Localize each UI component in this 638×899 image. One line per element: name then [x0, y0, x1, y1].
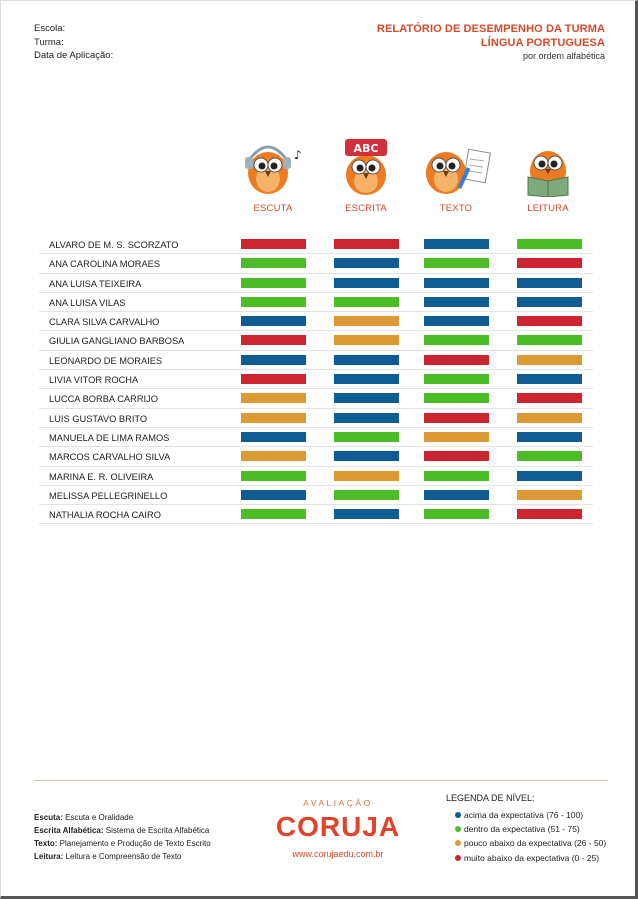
glossary-term: Escuta: [34, 813, 63, 822]
legend-label: acima da expectativa (76 - 100) [464, 810, 584, 820]
level-bar-escuta [241, 258, 306, 268]
level-bar-escrita [334, 239, 399, 249]
level-bar-escuta [241, 509, 306, 519]
level-bar-escrita [334, 509, 399, 519]
level-bar-escuta [241, 471, 306, 481]
level-bar-escuta [241, 490, 306, 500]
level-bar-escuta [241, 374, 306, 384]
logo-wordmark [263, 808, 413, 842]
svg-text:ABC: ABC [353, 142, 379, 155]
level-bar-texto [424, 393, 489, 403]
table-row [39, 312, 593, 331]
level-bar-escrita [334, 451, 399, 461]
glossary-term: Leitura: [34, 852, 64, 861]
glossary-desc: Planejamento e Produção de Texto Escrito [59, 839, 211, 848]
level-bar-escuta [241, 278, 306, 288]
table-row [39, 428, 593, 447]
level-bar-escrita [334, 432, 399, 442]
level-bar-texto [424, 239, 489, 249]
level-bar-texto [424, 297, 489, 307]
student-name: LIVIA VITOR ROCHA [49, 375, 139, 386]
student-name: ANA LUISA VILAS [49, 297, 126, 308]
level-bar-texto [424, 432, 489, 442]
level-bar-escrita [334, 335, 399, 345]
level-bar-leitura [517, 258, 582, 268]
report-subject: LÍNGUA PORTUGUESA [480, 37, 605, 49]
level-bar-escuta [241, 355, 306, 365]
glossary-term: Escrita Alfabética: [34, 826, 104, 835]
glossary-term: Texto: [34, 839, 58, 848]
level-bar-escuta [241, 297, 306, 307]
level-bar-texto [424, 258, 489, 268]
glossary-item [34, 850, 211, 863]
level-bar-texto [424, 471, 489, 481]
table-row [39, 409, 593, 428]
legend-item [446, 851, 606, 865]
column-label-texto: TEXTO [439, 203, 473, 214]
table-row [39, 331, 593, 350]
report-header [377, 22, 605, 63]
student-name: MARCOS CARVALHO SILVA [49, 452, 171, 463]
legend-item [446, 808, 606, 822]
level-bar-leitura [517, 393, 582, 403]
student-table [39, 235, 593, 524]
table-row [39, 351, 593, 370]
column-escuta [228, 137, 318, 214]
level-bar-escuta [241, 393, 306, 403]
student-name: GIULIA GANGLIANO BARBOSA [49, 336, 185, 347]
level-bar-escuta [241, 239, 306, 249]
table-row [39, 467, 593, 486]
legend-title: LEGENDA DE NÍVEL: [446, 793, 535, 803]
level-bar-leitura [517, 471, 582, 481]
level-bar-escrita [334, 413, 399, 423]
table-row [39, 370, 593, 389]
legend-dot-icon [455, 826, 461, 832]
glossary [34, 811, 211, 863]
level-bar-escrita [334, 278, 399, 288]
owl-headphones-icon [238, 137, 308, 197]
level-bar-texto [424, 316, 489, 326]
level-bar-leitura [517, 316, 582, 326]
level-bar-escrita [334, 490, 399, 500]
level-bar-leitura [517, 509, 582, 519]
school-info [34, 22, 113, 63]
logo-top-text: AVALIAÇÃO [303, 798, 373, 808]
glossary-desc: Sistema de Escrita Alfabética [105, 826, 210, 835]
school-label: Escola: [34, 23, 66, 34]
report-title: RELATÓRIO DE DESEMPENHO DA TURMA [376, 23, 605, 35]
column-texto [411, 137, 501, 214]
legend-dot-icon [455, 840, 461, 846]
owl-paper-icon [416, 137, 496, 197]
level-bar-texto [424, 509, 489, 519]
level-bar-texto [424, 451, 489, 461]
level-bar-escuta [241, 413, 306, 423]
column-escrita [321, 137, 411, 214]
column-label-escrita: ESCRITA [345, 203, 387, 214]
legend-label: pouco abaixo da expectativa (26 - 50) [464, 838, 607, 849]
column-label-leitura: LEITURA [527, 203, 569, 214]
table-row [39, 254, 593, 273]
level-bar-leitura [517, 413, 582, 423]
level-legend [446, 793, 606, 865]
student-name: MELISSA PELLEGRINELLO [49, 490, 168, 501]
svg-text:♪: ♪ [294, 148, 302, 162]
legend-dot-icon [455, 855, 461, 861]
table-row [39, 486, 593, 505]
column-leitura [503, 137, 593, 214]
logo-word: CORUJA [275, 811, 401, 842]
student-name: NATHALIA ROCHA CAIRO [49, 510, 161, 521]
legend-label: muito abaixo da expectativa (0 - 25) [464, 852, 600, 863]
coruja-logo [263, 798, 413, 859]
glossary-item [34, 837, 211, 850]
table-row [39, 389, 593, 408]
class-label: Turma: [34, 36, 64, 48]
level-bar-escuta [241, 432, 306, 442]
level-bar-leitura [517, 335, 582, 345]
glossary-item [34, 811, 211, 824]
level-bar-escrita [334, 374, 399, 384]
table-row [39, 235, 593, 254]
student-name: ANA CAROLINA MORAES [49, 259, 161, 270]
glossary-desc: Leitura e Compreensão de Texto [65, 852, 182, 861]
legend-dot-icon [455, 812, 461, 818]
student-name: LEONARDO DE MORAIES [49, 355, 163, 366]
level-bar-leitura [517, 451, 582, 461]
table-row [39, 274, 593, 293]
legend-item [446, 836, 606, 850]
table-row [39, 447, 593, 466]
logo-url: www.corujaedu.com.br [292, 849, 384, 859]
student-name: ANA LUISA TEIXEIRA [49, 278, 142, 289]
level-bar-escuta [241, 316, 306, 326]
level-bar-escuta [241, 451, 306, 461]
footer-divider [34, 780, 608, 781]
level-bar-leitura [517, 355, 582, 365]
owl-book-icon [513, 137, 583, 197]
level-bar-escrita [334, 316, 399, 326]
level-bar-leitura [517, 490, 582, 500]
student-name: MANUELA DE LIMA RAMOS [49, 432, 170, 443]
legend-label: dentro da expectativa (51 - 75) [464, 824, 580, 835]
level-bar-texto [424, 278, 489, 288]
level-bar-leitura [517, 374, 582, 384]
glossary-item [34, 824, 211, 837]
level-bar-leitura [517, 278, 582, 288]
column-label-escuta: ESCUTA [253, 203, 293, 214]
level-bar-texto [424, 413, 489, 423]
level-bar-escuta [241, 335, 306, 345]
level-bar-escrita [334, 355, 399, 365]
level-bar-texto [424, 374, 489, 384]
report-order: por ordem alfabética [522, 51, 605, 61]
level-bar-escrita [334, 297, 399, 307]
student-name: LUCCA BORBA CARRIJO [49, 394, 159, 405]
level-bar-leitura [517, 432, 582, 442]
level-bar-texto [424, 490, 489, 500]
level-bar-leitura [517, 297, 582, 307]
table-row [39, 505, 593, 524]
level-bar-escrita [334, 258, 399, 268]
student-name: CLARA SILVA CARVALHO [49, 317, 160, 328]
student-name: LUIS GUSTAVO BRITO [49, 413, 148, 424]
student-name: ALVARO DE M. S. SCORZATO [49, 240, 179, 250]
level-bar-leitura [517, 239, 582, 249]
level-bar-escrita [334, 393, 399, 403]
owl-abc-icon [331, 137, 401, 197]
date-label: Data de Aplicação: [34, 50, 114, 61]
level-bar-texto [424, 355, 489, 365]
student-name: MARINA E. R. OLIVEIRA [49, 471, 154, 482]
legend-item [446, 822, 606, 836]
glossary-desc: Escuta e Oralidade [65, 813, 134, 822]
level-bar-escrita [334, 471, 399, 481]
level-bar-texto [424, 335, 489, 345]
table-row [39, 293, 593, 312]
